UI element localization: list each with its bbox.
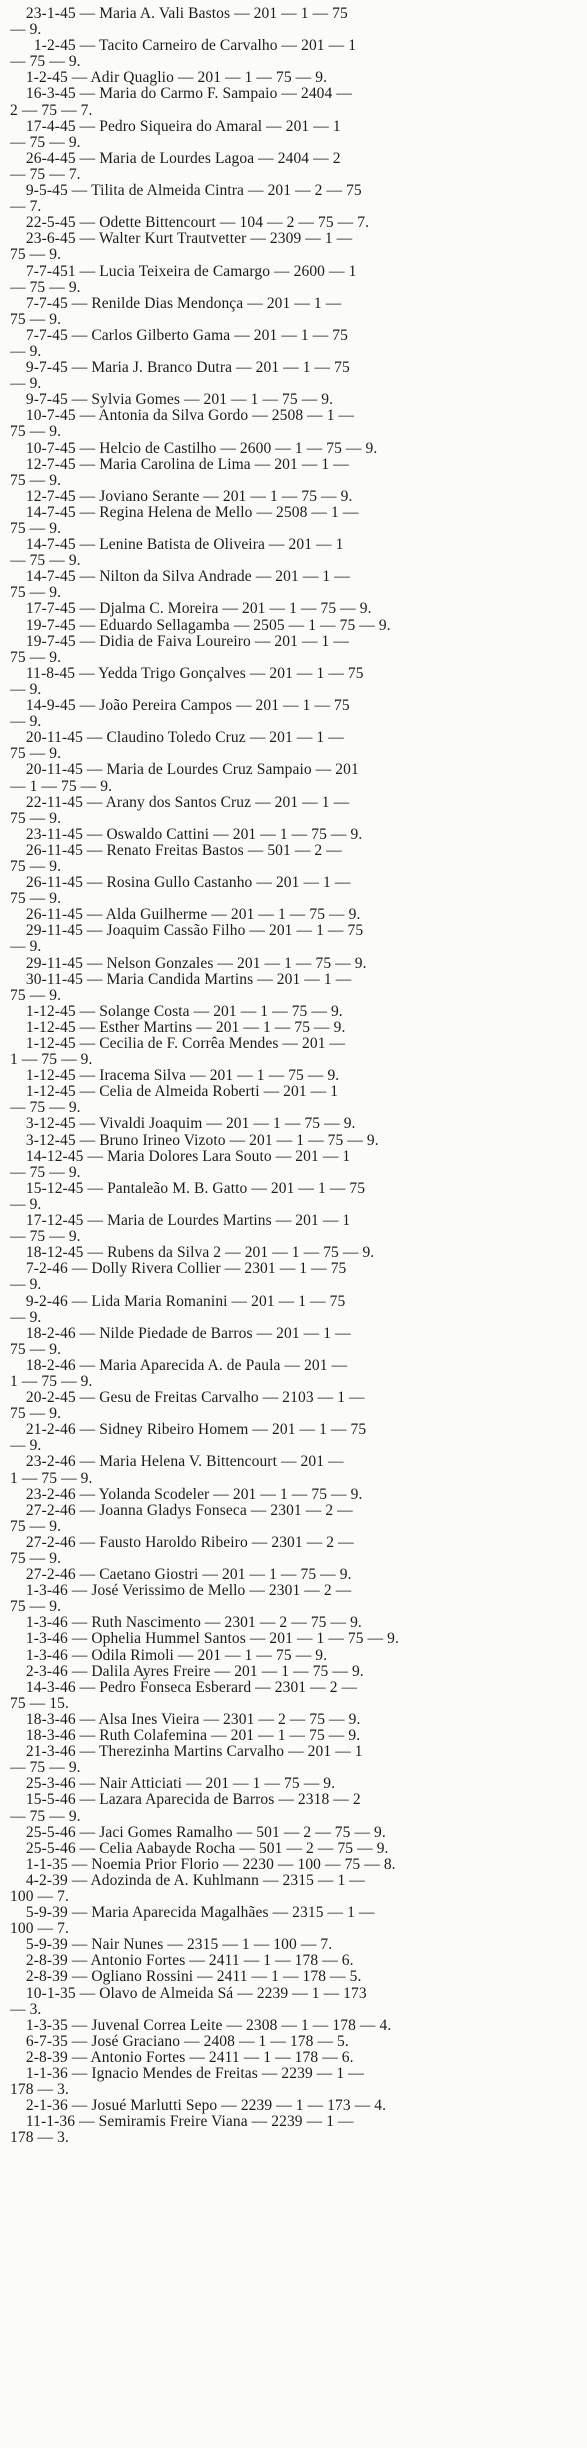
text-line: 1-12-45 — Esther Martins — 201 — 1 — 75 — 9.: [10, 1019, 346, 1036]
text-line: 1-12-45 — Solange Costa — 201 — 1 — 75 — 9.: [10, 1003, 343, 1020]
text-line: — 9.: [10, 1277, 42, 1294]
text-line: 26-11-45 — Rosina Gullo Castanho — 201 — 1 —: [10, 875, 351, 892]
text-line: 1-2-45 — Adir Quaglio — 201 — 1 — 75 — 9.: [10, 70, 328, 87]
text-line: 7-7-451 — Lucia Teixeira de Camargo — 2600 — 1: [10, 263, 357, 280]
text-line: 14-9-45 — João Pereira Campos — 201 — 1 — 75: [10, 698, 350, 715]
text-line: 75 — 9.: [10, 472, 62, 489]
text-line: 20-11-45 — Maria de Lourdes Cruz Sampaio — 201: [10, 762, 359, 779]
text-line: 22-5-45 — Odette Bittencourt — 104 — 2 — 75 — 7.: [10, 215, 370, 232]
text-line: — 75 — 7.: [10, 166, 81, 183]
text-line: 26-11-45 — Renato Freitas Bastos — 501 — 2 —: [10, 842, 342, 859]
text-line: 25-3-46 — Nair Atticiati — 201 — 1 — 75 — 9.: [10, 1776, 336, 1793]
text-line: 75 — 9.: [10, 424, 62, 441]
text-line: 2-1-36 — Josué Marlutti Sepo — 2239 — 1 — 173 — 4.: [10, 2098, 387, 2115]
text-line: 1-12-45 — Cecilia de F. Corrêa Mendes — 201 —: [10, 1036, 346, 1052]
text-line: 23-6-45 — Walter Kurt Trautvetter — 2309 — 1 —: [10, 231, 353, 248]
text-line: — 75 — 9.: [10, 1229, 81, 1246]
text-line: 21-3-46 — Therezinha Martins Carvalho — 201 — 1: [10, 1744, 363, 1761]
text-line: 75 — 9.: [10, 1599, 62, 1616]
text-line: 14-7-45 — Nilton da Silva Andrade — 201 — 1 —: [10, 569, 350, 586]
text-line: — 9.: [10, 1196, 42, 1213]
text-line: 100 — 7.: [10, 1921, 69, 1938]
text-line: 10-7-45 — Helcio de Castilho — 2600 — 1 — 75 — 9.: [10, 440, 378, 457]
text-line: 9-7-45 — Sylvia Gomes — 201 — 1 — 75 — 9.: [10, 392, 334, 409]
text-line: 14-3-46 — Pedro Fonseca Esberard — 2301 — 2 —: [10, 1679, 358, 1696]
text-line: — 7.: [10, 199, 42, 216]
text-line: 75 — 9.: [10, 1341, 62, 1358]
text-line: — 9.: [10, 22, 42, 39]
text-line: — 9.: [10, 939, 42, 956]
text-line: 1-3-46 — José Verissimo de Mello — 2301 — 2 —: [10, 1583, 352, 1600]
text-line: 18-12-45 — Rubens da Silva 2 — 201 — 1 — 75 — 9.: [10, 1245, 375, 1262]
text-line: — 75 — 9.: [10, 1164, 81, 1181]
text-line: 14-12-45 — Maria Dolores Lara Souto — 201 — 1: [10, 1148, 351, 1165]
text-line: 22-11-45 — Arany dos Santos Cruz — 201 — 1 —: [10, 794, 350, 811]
text-line: 10-1-35 — Olavo de Almeida Sá — 2239 — 1 — 173: [10, 1985, 367, 2002]
text-line: 1-3-46 — Odila Rimoli — 201 — 1 — 75 — 9.: [10, 1647, 328, 1664]
text-line: 15-12-45 — Pantaleão M. B. Gatto — 201 — 1 — 75: [10, 1180, 366, 1197]
text-line: 75 — 9.: [10, 858, 62, 875]
text-line: 29-11-45 — Joaquim Cassão Filho — 201 — 1 — 75: [10, 923, 364, 940]
text-line: 14-7-45 — Regina Helena de Mello — 2508 — 1 —: [10, 504, 359, 521]
text-line: — 75 — 9.: [10, 553, 81, 570]
text-line: 2-8-39 — Antonio Fortes — 2411 — 1 — 178 — 6.: [10, 1953, 354, 1970]
text-line: 75 — 9.: [10, 585, 62, 602]
text-line: 75 — 9.: [10, 1518, 62, 1535]
text-line: 2-8-39 — Ogliano Rossini — 2411 — 1 — 178 — 5.: [10, 1969, 362, 1986]
text-line: 14-7-45 — Lenine Batista de Oliveira — 201 — 1: [10, 537, 344, 554]
text-line: 20-2-45 — Gesu de Freitas Carvalho — 2103 — 1 —: [10, 1390, 365, 1407]
text-line: 75 — 9.: [10, 1406, 62, 1423]
text-line: 2 — 75 — 7.: [10, 102, 93, 119]
text-line: 6-7-35 — José Graciano — 2408 — 1 — 178 — 5.: [10, 2033, 349, 2050]
text-line: — 75 — 9.: [10, 54, 81, 71]
text-line: 29-11-45 — Nelson Gonzales — 201 — 1 — 75 — 9.: [10, 955, 367, 972]
text-line: — 9.: [10, 1438, 42, 1455]
text-line: 9-7-45 — Maria J. Branco Dutra — 201 — 1 — 75: [10, 360, 350, 377]
text-line: 75 — 9.: [10, 649, 62, 666]
text-line: — 75 — 9.: [10, 1760, 81, 1777]
text-line: 23-1-45 — Maria A. Vali Bastos — 201 — 1 — 75: [10, 6, 348, 22]
text-line: 3-12-45 — Bruno Irineo Vizoto — 201 — 1 — 75 — 9.: [10, 1132, 379, 1149]
text-line: 18-2-46 — Nilde Piedade de Barros — 201 — 1 —: [10, 1325, 351, 1342]
text-line: 75 — 9.: [10, 987, 62, 1004]
text-line: — 9.: [10, 376, 42, 393]
text-line: — 75 — 9.: [10, 279, 81, 296]
text-line: 5-9-39 — Maria Aparecida Magalhães — 2315 — 1 —: [10, 1905, 375, 1922]
text-line: — 75 — 9.: [10, 1808, 81, 1825]
text-line: 178 — 3.: [10, 2130, 69, 2147]
text-line: 17-12-45 — Maria de Lourdes Martins — 201 — 1: [10, 1213, 351, 1230]
text-line: 10-7-45 — Antonia da Silva Gordo — 2508 — 1 —: [10, 408, 355, 425]
text-line: 75 — 9.: [10, 311, 62, 328]
text-line: 1-1-36 — Ignacio Mendes de Freitas — 2239 — 1 —: [10, 2066, 364, 2082]
text-line: — 1 — 75 — 9.: [10, 778, 113, 795]
text-line: 9-2-46 — Lida Maria Romanini — 201 — 1 — 75: [10, 1293, 346, 1310]
text-line: 2-3-46 — Dalila Ayres Freire — 201 — 1 — 75 — 9.: [10, 1663, 364, 1680]
text-line: 27-2-46 — Joanna Gladys Fonseca — 2301 — 2 —: [10, 1502, 353, 1519]
text-line: 1-1-35 — Noemia Prior Florio — 2230 — 100 — 75 — 8.: [10, 1856, 396, 1873]
text-line: — 75 — 9.: [10, 1100, 81, 1117]
text-line: — 75 — 9.: [10, 134, 81, 151]
text-line: 18-3-46 — Ruth Colafemina — 201 — 1 — 75 — 9.: [10, 1728, 361, 1745]
text-line: 12-7-45 — Maria Carolina de Lima — 201 — 1 —: [10, 456, 349, 473]
text-line: 75 — 15.: [10, 1695, 69, 1712]
text-line: 23-2-46 — Maria Helena V. Bittencourt — 201 —: [10, 1454, 344, 1471]
text-line: 18-3-46 — Alsa Ines Vieira — 2301 — 2 — 75 — 9.: [10, 1711, 361, 1728]
text-line: 27-2-46 — Caetano Giostri — 201 — 1 — 75 — 9.: [10, 1567, 352, 1584]
text-line: 4-2-39 — Adozinda de A. Kuhlmann — 2315 — 1 —: [10, 1872, 365, 1889]
text-line: 75 — 9.: [10, 247, 62, 264]
text-line: 2-8-39 — Antonio Fortes — 2411 — 1 — 178 — 6.: [10, 2049, 354, 2066]
text-line: 12-7-45 — Joviano Serante — 201 — 1 — 75 — 9.: [10, 488, 353, 505]
text-line: 16-3-45 — Maria do Carmo F. Sampaio — 2404 —: [10, 86, 352, 103]
text-line: 5-9-39 — Nair Nunes — 2315 — 1 — 100 — 7.: [10, 1937, 333, 1954]
text-line: 1-3-46 — Ophelia Hummel Santos — 201 — 1 — 75 — 9.: [10, 1631, 399, 1648]
text-line: 18-2-46 — Maria Aparecida A. de Paula — 201 —: [10, 1357, 348, 1374]
text-line: 23-2-46 — Yolanda Scodeler — 201 — 1 — 75 — 9.: [10, 1486, 363, 1503]
text-line: 19-7-45 — Eduardo Sellagamba — 2505 — 1 — 75 — 9.: [10, 617, 391, 634]
text-line: 1-2-45 — Tacito Carneiro de Carvalho — 201 — 1: [10, 38, 357, 55]
text-line: 75 — 9.: [10, 1551, 62, 1567]
text-line: 9-5-45 — Tilita de Almeida Cintra — 201 — 2 — 75: [10, 183, 362, 200]
text-line: 1 — 75 — 9.: [10, 1373, 93, 1390]
text-line: 17-7-45 — Djalma C. Moreira — 201 — 1 — 75 — 9.: [10, 601, 372, 618]
text-line: 7-2-46 — Dolly Rivera Collier — 2301 — 1 — 75: [10, 1261, 347, 1278]
text-line: 26-11-45 — Alda Guilherme — 201 — 1 — 75 — 9.: [10, 907, 361, 924]
text-line: 1-3-35 — Juvenal Correa Leite — 2308 — 1 — 178 — 4.: [10, 2017, 392, 2034]
text-line: 21-2-46 — Sidney Ribeiro Homem — 201 — 1 — 75: [10, 1422, 367, 1439]
text-line: 7-7-45 — Carlos Gilberto Gama — 201 — 1 — 75: [10, 327, 349, 344]
text-line: 100 — 7.: [10, 1888, 69, 1905]
text-line: 1-3-46 — Ruth Nascimento — 2301 — 2 — 75 — 9.: [10, 1615, 362, 1632]
text-line: 7-7-45 — Renilde Dias Mendonça — 201 — 1 —: [10, 295, 342, 312]
text-line: 1 — 75 — 9.: [10, 1470, 93, 1487]
text-line: 17-4-45 — Pedro Siqueira do Amaral — 201 — 1: [10, 118, 341, 135]
text-line: 27-2-46 — Fausto Haroldo Ribeiro — 2301 — 2 —: [10, 1534, 354, 1551]
text-line: 20-11-45 — Claudino Toledo Cruz — 201 — 1 —: [10, 730, 344, 747]
text-line: 1-12-45 — Iracema Silva — 201 — 1 — 75 — 9.: [10, 1068, 340, 1085]
text-line: — 9.: [10, 1309, 42, 1326]
text-line: — 9.: [10, 343, 42, 360]
text-line: 178 — 3.: [10, 2082, 69, 2099]
text-line: 11-1-36 — Semiramis Freire Viana — 2239 — 1 —: [10, 2114, 354, 2131]
text-line: — 9.: [10, 681, 42, 698]
text-line: 30-11-45 — Maria Candida Martins — 201 — 1 —: [10, 971, 352, 988]
text-line: — 3.: [10, 2001, 42, 2018]
text-line: — 9.: [10, 714, 42, 731]
text-line: 26-4-45 — Maria de Lourdes Lagoa — 2404 — 2: [10, 150, 341, 167]
text-line: 75 — 9.: [10, 746, 62, 763]
text-line: 1 — 75 — 9.: [10, 1052, 93, 1069]
text-line: 3-12-45 — Vivaldi Joaquim — 201 — 1 — 75 — 9.: [10, 1116, 356, 1133]
text-line: 75 — 9.: [10, 810, 62, 827]
text-line: 23-11-45 — Oswaldo Cattini — 201 — 1 — 75 — 9.: [10, 826, 363, 843]
text-line: 1-12-45 — Celia de Almeida Roberti — 201 — 1: [10, 1084, 339, 1101]
record-list: [10, 6, 578, 2146]
text-line: 11-8-45 — Yedda Trigo Gonçalves — 201 — 1 — 75: [10, 665, 364, 682]
text-line: 25-5-46 — Celia Aabayde Rocha — 501 — 2 — 75 — 9.: [10, 1840, 389, 1857]
text-line: 19-7-45 — Didia de Faiva Loureiro — 201 — 1 —: [10, 633, 349, 650]
text-line: 15-5-46 — Lazara Aparecida de Barros — 2318 — 2: [10, 1792, 361, 1809]
text-line: 75 — 9.: [10, 891, 62, 908]
text-line: 25-5-46 — Jaci Gomes Ramalho — 501 — 2 — 75 — 9.: [10, 1824, 386, 1841]
text-line: 75 — 9.: [10, 521, 62, 537]
